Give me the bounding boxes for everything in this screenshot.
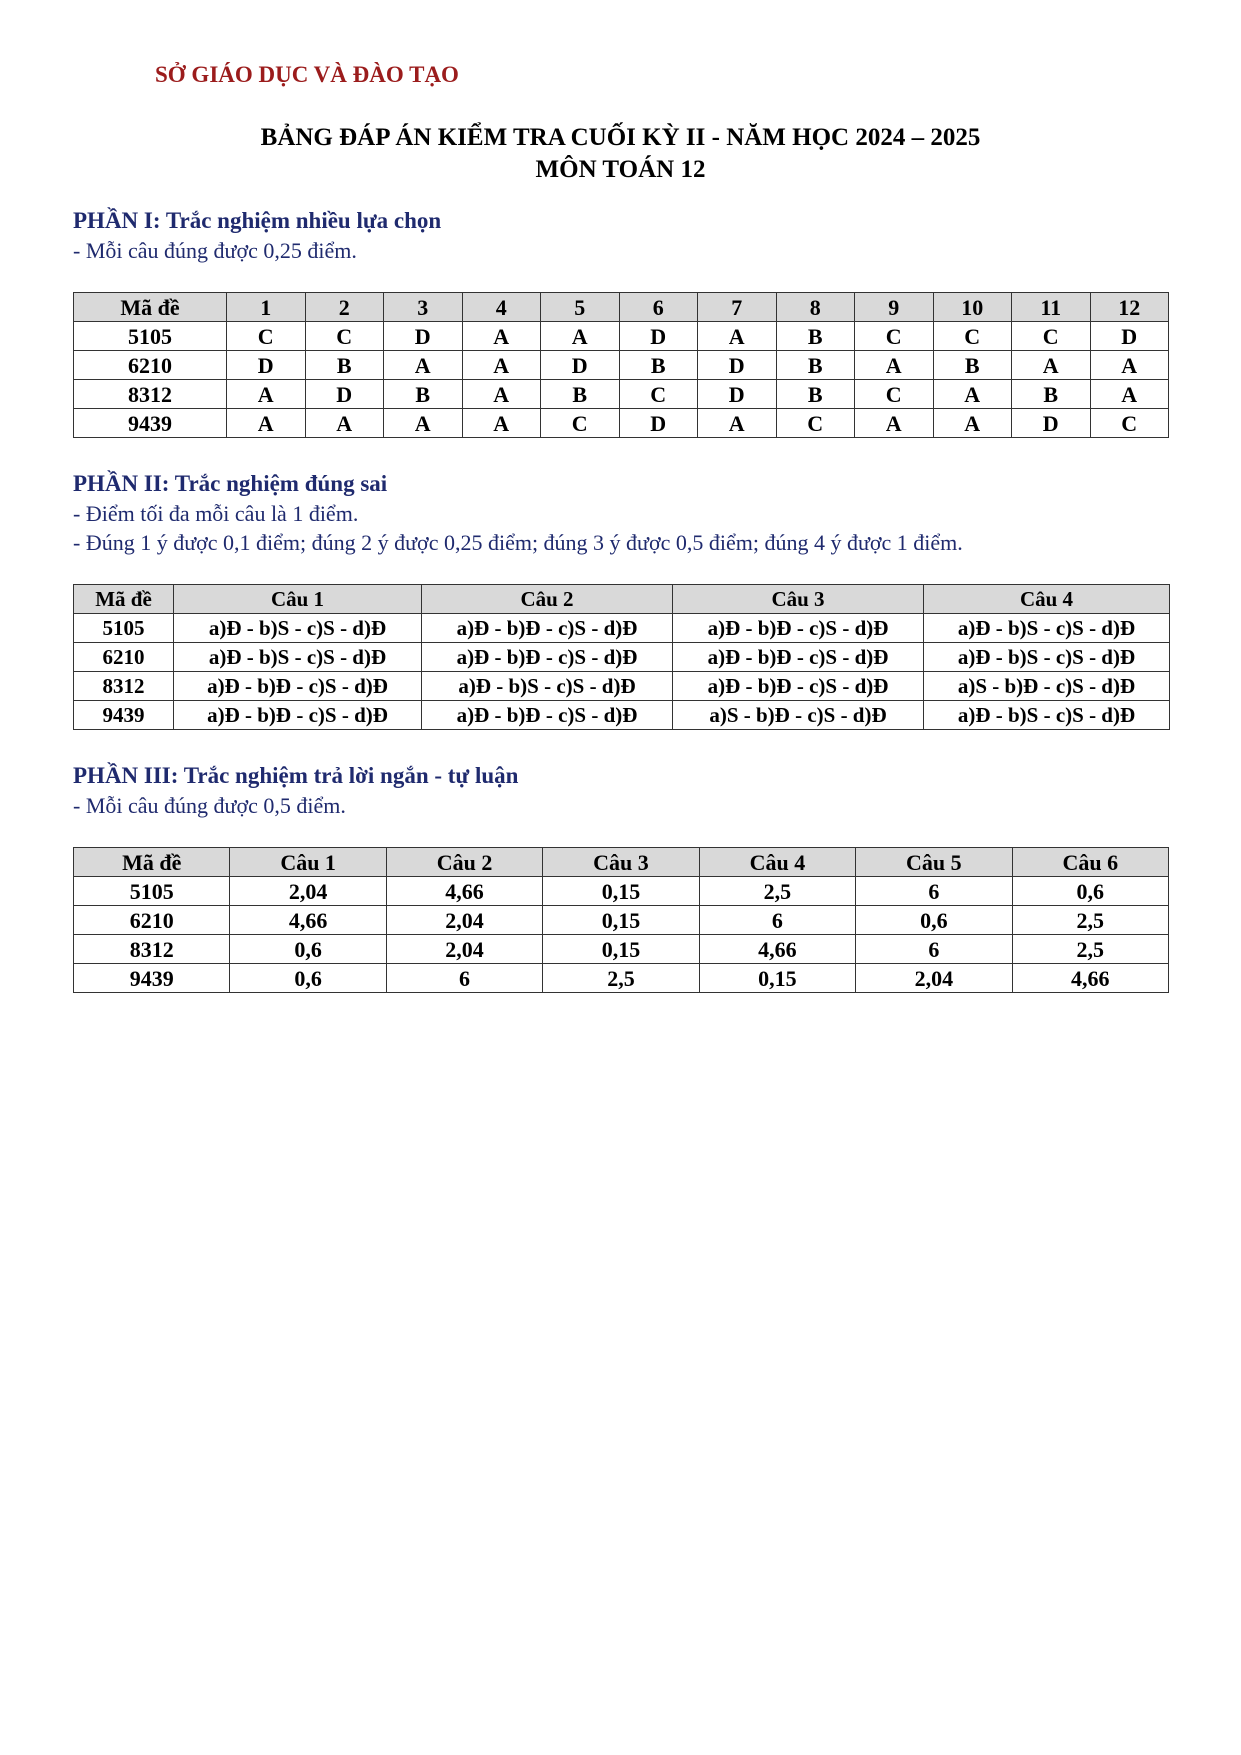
- table-row: [74, 322, 1169, 351]
- table-header-row: [74, 585, 1170, 614]
- column-header: 6: [619, 293, 698, 322]
- exam-code-cell: 8312: [74, 380, 227, 409]
- column-header: 2: [305, 293, 384, 322]
- answer-cell: a)Đ - b)S - c)S - d)Đ: [924, 701, 1170, 730]
- answer-cell: C: [933, 322, 1012, 351]
- answer-cell: a)S - b)Đ - c)S - d)Đ: [924, 672, 1170, 701]
- answer-cell: a)Đ - b)Đ - c)S - d)Đ: [422, 643, 673, 672]
- column-header: Câu 4: [699, 848, 855, 877]
- column-header: 9: [855, 293, 934, 322]
- exam-code-cell: 9439: [74, 701, 174, 730]
- document-title: BẢNG ĐÁP ÁN KIỂM TRA CUỐI KỲ II - NĂM HỌC 2024 – 2025: [260, 124, 981, 151]
- answer-cell: 4,66: [1012, 964, 1168, 993]
- column-header: 1: [227, 293, 306, 322]
- answer-cell: B: [776, 380, 855, 409]
- answer-cell: B: [541, 380, 620, 409]
- exam-code-cell: 8312: [74, 935, 230, 964]
- column-header: Câu 3: [673, 585, 924, 614]
- answer-cell: D: [698, 351, 777, 380]
- answer-cell: A: [855, 351, 934, 380]
- exam-code-cell: 6210: [74, 906, 230, 935]
- answer-cell: 0,15: [543, 877, 699, 906]
- column-header-code: Mã đề: [74, 585, 174, 614]
- answer-cell: B: [305, 351, 384, 380]
- answer-cell: 2,04: [856, 964, 1012, 993]
- part1-heading: PHẦN I: Trắc nghiệm nhiều lựa chọn: [73, 208, 442, 233]
- answer-cell: 2,5: [1012, 935, 1168, 964]
- answer-cell: C: [619, 380, 698, 409]
- answer-cell: 2,5: [1012, 906, 1168, 935]
- answer-cell: 0,6: [230, 964, 386, 993]
- answer-cell: D: [1090, 322, 1169, 351]
- part2-note-2: - Đúng 1 ý được 0,1 điểm; đúng 2 ý được 0,25 điểm; đúng 3 ý được 0,5 điểm; đúng 4 ý được 1 điểm.: [73, 530, 963, 555]
- table-row: [74, 701, 1170, 730]
- answer-cell: A: [227, 380, 306, 409]
- exam-code-cell: 9439: [74, 409, 227, 438]
- answer-cell: C: [541, 409, 620, 438]
- answer-cell: a)Đ - b)S - c)S - d)Đ: [174, 614, 422, 643]
- table-row: [74, 935, 1169, 964]
- answer-cell: 0,15: [543, 906, 699, 935]
- answer-cell: D: [619, 409, 698, 438]
- column-header: Câu 3: [543, 848, 699, 877]
- answer-cell: a)Đ - b)Đ - c)S - d)Đ: [174, 672, 422, 701]
- exam-code-cell: 5105: [74, 877, 230, 906]
- answer-cell: 2,04: [386, 906, 542, 935]
- answer-cell: C: [1012, 322, 1091, 351]
- table-row: [74, 877, 1169, 906]
- exam-code-cell: 6210: [74, 351, 227, 380]
- column-header: 4: [462, 293, 541, 322]
- answer-cell: 0,6: [856, 906, 1012, 935]
- answer-cell: 0,6: [1012, 877, 1168, 906]
- answer-cell: A: [698, 409, 777, 438]
- answer-cell: a)Đ - b)S - c)S - d)Đ: [924, 614, 1170, 643]
- column-header: 11: [1012, 293, 1091, 322]
- answer-cell: C: [227, 322, 306, 351]
- table-header-row: [74, 848, 1169, 877]
- department-name: SỞ GIÁO DỤC VÀ ĐÀO TẠO: [155, 62, 459, 87]
- column-header: 10: [933, 293, 1012, 322]
- answer-cell: D: [541, 351, 620, 380]
- answer-cell: A: [698, 322, 777, 351]
- table-row: [74, 351, 1169, 380]
- answer-cell: A: [462, 380, 541, 409]
- answer-cell: 2,5: [699, 877, 855, 906]
- column-header: Câu 2: [386, 848, 542, 877]
- exam-code-cell: 6210: [74, 643, 174, 672]
- answer-cell: A: [384, 351, 463, 380]
- answer-cell: 6: [386, 964, 542, 993]
- part1-answer-table: [73, 292, 1169, 438]
- answer-cell: 2,04: [386, 935, 542, 964]
- answer-cell: A: [933, 380, 1012, 409]
- answer-cell: A: [462, 409, 541, 438]
- answer-cell: D: [1012, 409, 1091, 438]
- answer-cell: D: [305, 380, 384, 409]
- column-header: 12: [1090, 293, 1169, 322]
- answer-cell: B: [933, 351, 1012, 380]
- column-header: 7: [698, 293, 777, 322]
- answer-cell: a)Đ - b)S - c)S - d)Đ: [422, 672, 673, 701]
- answer-cell: a)Đ - b)S - c)S - d)Đ: [174, 643, 422, 672]
- part2-answer-table: [73, 584, 1170, 730]
- column-header: Câu 1: [230, 848, 386, 877]
- part3-note: - Mỗi câu đúng được 0,5 điểm.: [73, 793, 346, 818]
- answer-cell: a)Đ - b)Đ - c)S - d)Đ: [673, 614, 924, 643]
- answer-cell: D: [384, 322, 463, 351]
- answer-cell: a)Đ - b)Đ - c)S - d)Đ: [673, 672, 924, 701]
- answer-cell: 6: [856, 935, 1012, 964]
- answer-cell: 4,66: [386, 877, 542, 906]
- answer-cell: 4,66: [230, 906, 386, 935]
- part2-heading: PHẦN II: Trắc nghiệm đúng sai: [73, 471, 388, 496]
- column-header: 5: [541, 293, 620, 322]
- answer-cell: 2,04: [230, 877, 386, 906]
- answer-cell: 6: [699, 906, 855, 935]
- column-header: Câu 1: [174, 585, 422, 614]
- column-header: Câu 5: [856, 848, 1012, 877]
- answer-cell: A: [933, 409, 1012, 438]
- answer-cell: 0,15: [699, 964, 855, 993]
- table-header-row: [74, 293, 1169, 322]
- column-header: Câu 6: [1012, 848, 1168, 877]
- answer-cell: a)Đ - b)Đ - c)S - d)Đ: [174, 701, 422, 730]
- answer-cell: A: [384, 409, 463, 438]
- part3-answer-table: [73, 847, 1169, 993]
- answer-cell: B: [384, 380, 463, 409]
- answer-cell: 6: [856, 877, 1012, 906]
- part1-note: - Mỗi câu đúng được 0,25 điểm.: [73, 238, 357, 263]
- answer-cell: B: [776, 322, 855, 351]
- exam-code-cell: 8312: [74, 672, 174, 701]
- answer-cell: a)S - b)Đ - c)S - d)Đ: [673, 701, 924, 730]
- answer-cell: C: [855, 380, 934, 409]
- answer-cell: A: [305, 409, 384, 438]
- answer-cell: A: [462, 351, 541, 380]
- answer-cell: C: [1090, 409, 1169, 438]
- answer-cell: 0,6: [230, 935, 386, 964]
- answer-cell: A: [227, 409, 306, 438]
- answer-cell: A: [541, 322, 620, 351]
- answer-cell: a)Đ - b)Đ - c)S - d)Đ: [673, 643, 924, 672]
- table-row: [74, 643, 1170, 672]
- answer-cell: D: [698, 380, 777, 409]
- table-row: [74, 614, 1170, 643]
- answer-cell: A: [1090, 380, 1169, 409]
- table-row: [74, 409, 1169, 438]
- exam-code-cell: 5105: [74, 614, 174, 643]
- answer-cell: B: [776, 351, 855, 380]
- answer-cell: B: [619, 351, 698, 380]
- column-header: Câu 2: [422, 585, 673, 614]
- answer-cell: C: [305, 322, 384, 351]
- answer-cell: A: [462, 322, 541, 351]
- answer-cell: a)Đ - b)Đ - c)S - d)Đ: [422, 614, 673, 643]
- exam-code-cell: 5105: [74, 322, 227, 351]
- table-row: [74, 380, 1169, 409]
- answer-cell: 4,66: [699, 935, 855, 964]
- exam-code-cell: 9439: [74, 964, 230, 993]
- part2-note-1: - Điểm tối đa mỗi câu là 1 điểm.: [73, 501, 359, 526]
- column-header: Câu 4: [924, 585, 1170, 614]
- answer-cell: C: [776, 409, 855, 438]
- answer-cell: A: [1012, 351, 1091, 380]
- answer-cell: 0,15: [543, 935, 699, 964]
- part3-heading: PHẦN III: Trắc nghiệm trả lời ngắn - tự luận: [73, 763, 519, 788]
- answer-cell: B: [1012, 380, 1091, 409]
- answer-cell: D: [619, 322, 698, 351]
- column-header-code: Mã đề: [74, 848, 230, 877]
- column-header: 3: [384, 293, 463, 322]
- answer-cell: A: [1090, 351, 1169, 380]
- answer-cell: a)Đ - b)Đ - c)S - d)Đ: [422, 701, 673, 730]
- answer-cell: C: [855, 322, 934, 351]
- table-row: [74, 964, 1169, 993]
- column-header: 8: [776, 293, 855, 322]
- table-row: [74, 672, 1170, 701]
- answer-cell: 2,5: [543, 964, 699, 993]
- answer-cell: D: [227, 351, 306, 380]
- answer-cell: A: [855, 409, 934, 438]
- table-row: [74, 906, 1169, 935]
- answer-cell: a)Đ - b)S - c)S - d)Đ: [924, 643, 1170, 672]
- subject-title: MÔN TOÁN 12: [535, 156, 706, 183]
- column-header-code: Mã đề: [74, 293, 227, 322]
